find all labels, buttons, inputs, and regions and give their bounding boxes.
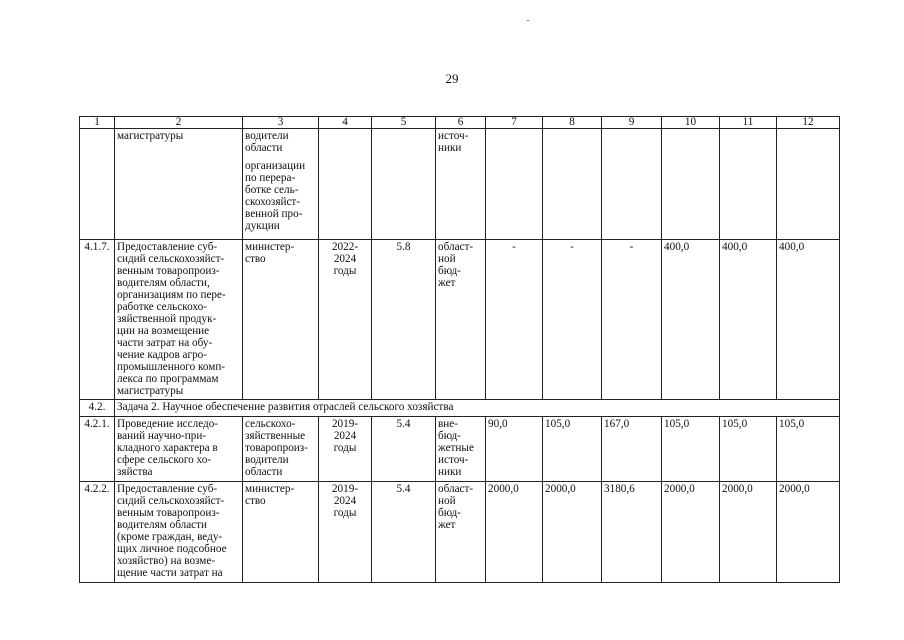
cell-line: 2019- [331,418,359,430]
funding-value: 105,0 [777,417,840,482]
cell-line: сфере сельского хо- [117,454,212,466]
cell-line: 2019- [331,483,359,495]
measure-name [115,417,243,482]
cell-line: кладного характера в [117,442,218,454]
cell-line: министер- [245,241,295,253]
funding-value: 105,0 [662,417,720,482]
funding-source [436,240,486,400]
cell-line: области [245,466,283,478]
cell-line: части затрат на обу- [117,337,213,349]
cell-line: промышленного комп- [117,361,226,373]
section-number: 4.2. [80,400,115,417]
table-row [80,240,840,400]
measure-executor [243,482,319,583]
cell-line: источ- [438,130,469,142]
cell-line: (кроме граждан, веду- [117,531,223,543]
cell-line: годы [333,442,357,454]
cell-line: водители [245,130,289,142]
funding-value: 105,0 [720,417,777,482]
cell-line: ной [438,253,456,265]
cell-line: ство [245,495,266,507]
funding-value: 2000,0 [486,482,543,583]
cell-line: 2022- [331,241,359,253]
column-number-6: 6 [436,117,486,129]
cell-line: чение кадров агро- [117,349,207,361]
cell-line: вне- [438,418,458,430]
column-number-2: 2 [115,117,243,129]
cell-line: водителям области [117,519,208,531]
funding-value [662,129,720,240]
cell-line: бюд- [438,507,461,519]
measure-name [115,482,243,583]
funding-source [436,129,486,240]
executor-group [245,130,316,154]
executor-group [245,418,316,478]
cell-line: организациям по пере- [117,289,226,301]
funding-value: 105,0 [543,417,602,482]
column-number-8: 8 [543,117,602,129]
measure-task-ref: 5.4 [372,417,436,482]
cell-line: Проведение исследо- [117,418,219,430]
cell-line: област- [438,241,474,253]
table-row [80,129,840,240]
funding-value: 400,0 [777,240,840,400]
cell-line: ваний научно-при- [117,430,207,442]
column-number-3: 3 [243,117,319,129]
cell-line: жет [438,277,456,289]
cell-line: ботке сель- [245,184,299,196]
cell-line: ции на возмещение [117,325,210,337]
measure-executor [243,129,319,240]
cell-line: водители [245,454,289,466]
cell-line: жетные [438,442,474,454]
section-title: Задача 2. Научное обеспечение развития отраслей сельского хозяйства [115,400,840,417]
table-row [80,417,840,482]
column-number-4: 4 [319,117,372,129]
column-number-11: 11 [720,117,777,129]
cell-line: по перера- [245,172,296,184]
cell-line: хозяйство) на возме- [117,555,216,567]
cell-line: скохозяйст- [245,196,301,208]
cell-line: 2024 [333,495,357,507]
column-number-10: 10 [662,117,720,129]
funding-value: 90,0 [486,417,543,482]
cell-line: зяйства [117,466,153,478]
funding-value: 167,0 [602,417,662,482]
cell-line: магистратуры [117,385,184,397]
column-number-header-row [80,117,840,129]
scan-speck [527,20,529,21]
cell-line: 2024 [333,253,357,265]
cell-line: лекса по программам [117,373,219,385]
measure-number: 4.2.2. [80,482,115,583]
funding-value: 400,0 [662,240,720,400]
funding-value [602,129,662,240]
cell-line: Предоставление суб- [117,241,218,253]
cell-line: бюд- [438,265,461,277]
cell-line: венным товаропроиз- [117,265,220,277]
cell-line: сидий сельскохозяйст- [117,253,225,265]
cell-line: сидий сельскохозяйст- [117,495,225,507]
funding-value: - [543,240,602,400]
funding-value [777,129,840,240]
cell-line: бюд- [438,430,461,442]
funding-value: - [486,240,543,400]
cell-line: ники [438,466,462,478]
column-number-1: 1 [80,117,115,129]
cell-line: зяйственной продук- [117,313,217,325]
cell-line: щих личное подсобное [117,543,227,555]
cell-line: годы [333,265,357,277]
cell-line: жет [438,519,456,531]
cell-line: ники [438,142,462,154]
cell-line: 2024 [333,430,357,442]
measure-executor [243,240,319,400]
funding-value [720,129,777,240]
cell-line: области [245,142,283,154]
measure-name [115,240,243,400]
measure-period [319,482,372,583]
measure-number: 4.2.1. [80,417,115,482]
program-measures-table [79,116,840,583]
funding-source [436,417,486,482]
cell-line: сельскохо- [245,418,296,430]
executor-group [245,241,316,265]
cell-line: магистратуры [117,130,184,142]
cell-line: щение части затрат на [117,567,223,579]
measure-task-ref: 5.8 [372,240,436,400]
executor-group [245,483,316,507]
funding-value: 2000,0 [543,482,602,583]
funding-value: - [602,240,662,400]
column-number-9: 9 [602,117,662,129]
funding-value [543,129,602,240]
cell-line: работке сельскохо- [117,301,207,313]
funding-value: 400,0 [720,240,777,400]
cell-line: Предоставление суб- [117,483,218,495]
funding-value: 2000,0 [720,482,777,583]
column-number-7: 7 [486,117,543,129]
measure-task-ref: 5.4 [372,482,436,583]
table-row [80,482,840,583]
measure-executor [243,417,319,482]
cell-line: венной про- [245,208,303,220]
measure-period [319,417,372,482]
funding-value: 2000,0 [662,482,720,583]
cell-line: венным товаропроиз- [117,507,220,519]
executor-group [245,160,316,232]
cell-line: зяйственные [245,430,306,442]
cell-line: источ- [438,454,469,466]
cell-line: годы [333,507,357,519]
cell-line: област- [438,483,474,495]
funding-source [436,482,486,583]
page-number: 29 [445,71,459,86]
funding-value: 2000,0 [777,482,840,583]
measure-period [319,240,372,400]
cell-line: организации [245,160,306,172]
measure-task-ref [372,129,436,240]
measure-period [319,129,372,240]
column-number-12: 12 [777,117,840,129]
funding-value: 3180,6 [602,482,662,583]
funding-value [486,129,543,240]
section-row [80,400,840,417]
measure-number: 4.1.7. [80,240,115,400]
measure-name [115,129,243,240]
cell-line: водителям области, [117,277,210,289]
measure-number [80,129,115,240]
cell-line: ной [438,495,456,507]
cell-line: дукции [245,220,280,232]
cell-line: ство [245,253,266,265]
cell-line: министер- [245,483,295,495]
cell-line: товаропроиз- [245,442,308,454]
column-number-5: 5 [372,117,436,129]
